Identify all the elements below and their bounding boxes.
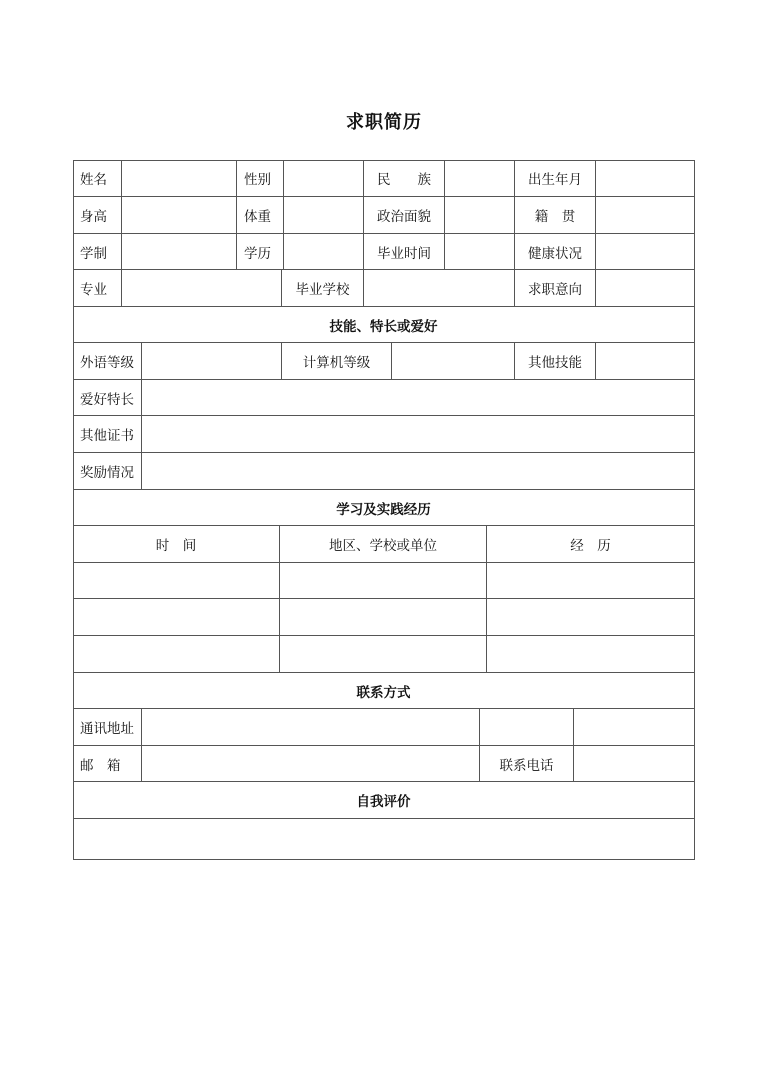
field-awards[interactable] — [142, 453, 695, 490]
field-computer[interactable] — [392, 343, 515, 380]
label-school: 毕业学校 — [282, 270, 364, 307]
experience-cell[interactable] — [73, 636, 280, 673]
label-computer: 计算机等级 — [282, 343, 392, 380]
label-schooling: 学制 — [73, 234, 122, 270]
field-address[interactable] — [142, 709, 480, 746]
experience-cell[interactable] — [280, 599, 487, 636]
page-title: 求职简历 — [346, 112, 422, 133]
label-gender: 性别 — [237, 160, 284, 197]
column-header-experience: 经 历 — [487, 526, 695, 563]
section-heading-skills: 技能、特长或爱好 — [73, 307, 695, 343]
field-degree[interactable] — [284, 234, 364, 270]
label-degree: 学历 — [237, 234, 284, 270]
field-other-skills[interactable] — [596, 343, 695, 380]
label-foreign-language: 外语等级 — [73, 343, 142, 380]
experience-cell[interactable] — [73, 563, 280, 599]
experience-cell[interactable] — [487, 563, 695, 599]
field-political[interactable] — [445, 197, 515, 234]
field-self-evaluation[interactable] — [73, 819, 695, 860]
field-health[interactable] — [596, 234, 695, 270]
label-political: 政治面貌 — [364, 197, 445, 234]
field-phone[interactable] — [574, 746, 695, 782]
label-height: 身高 — [73, 197, 122, 234]
column-header-time: 时 间 — [73, 526, 280, 563]
section-heading-experience: 学习及实践经历 — [73, 490, 695, 526]
experience-cell[interactable] — [487, 599, 695, 636]
field-email[interactable] — [142, 746, 480, 782]
column-header-school-unit: 地区、学校或单位 — [280, 526, 487, 563]
label-job-intention: 求职意向 — [515, 270, 596, 307]
resume-table — [73, 160, 695, 860]
blank-label-cell — [480, 709, 574, 746]
field-job-intention[interactable] — [596, 270, 695, 307]
label-awards: 奖励情况 — [73, 453, 142, 490]
label-name: 姓名 — [73, 160, 122, 197]
label-other-skills: 其他技能 — [515, 343, 596, 380]
field-school[interactable] — [364, 270, 515, 307]
label-birth: 出生年月 — [515, 160, 596, 197]
field-gender[interactable] — [284, 160, 364, 197]
label-phone: 联系电话 — [480, 746, 574, 782]
section-heading-self-evaluation: 自我评价 — [73, 782, 695, 819]
label-address: 通讯地址 — [73, 709, 142, 746]
field-name[interactable] — [122, 160, 237, 197]
blank-field-cell[interactable] — [574, 709, 695, 746]
field-weight[interactable] — [284, 197, 364, 234]
label-email: 邮 箱 — [73, 746, 142, 782]
field-hobbies[interactable] — [142, 380, 695, 416]
field-birth[interactable] — [596, 160, 695, 197]
experience-cell[interactable] — [487, 636, 695, 673]
field-ethnicity[interactable] — [445, 160, 515, 197]
label-certificates: 其他证书 — [73, 416, 142, 453]
section-heading-contact: 联系方式 — [73, 673, 695, 709]
field-height[interactable] — [122, 197, 237, 234]
label-ethnicity: 民 族 — [364, 160, 445, 197]
field-hometown[interactable] — [596, 197, 695, 234]
label-major: 专业 — [73, 270, 122, 307]
field-major[interactable] — [122, 270, 282, 307]
label-hometown: 籍 贯 — [515, 197, 596, 234]
field-graduation-time[interactable] — [445, 234, 515, 270]
label-graduation-time: 毕业时间 — [364, 234, 445, 270]
field-foreign-language[interactable] — [142, 343, 282, 380]
label-hobbies: 爱好特长 — [73, 380, 142, 416]
experience-cell[interactable] — [280, 636, 487, 673]
label-weight: 体重 — [237, 197, 284, 234]
field-certificates[interactable] — [142, 416, 695, 453]
experience-cell[interactable] — [73, 599, 280, 636]
label-health: 健康状况 — [515, 234, 596, 270]
experience-cell[interactable] — [280, 563, 487, 599]
field-schooling[interactable] — [122, 234, 237, 270]
